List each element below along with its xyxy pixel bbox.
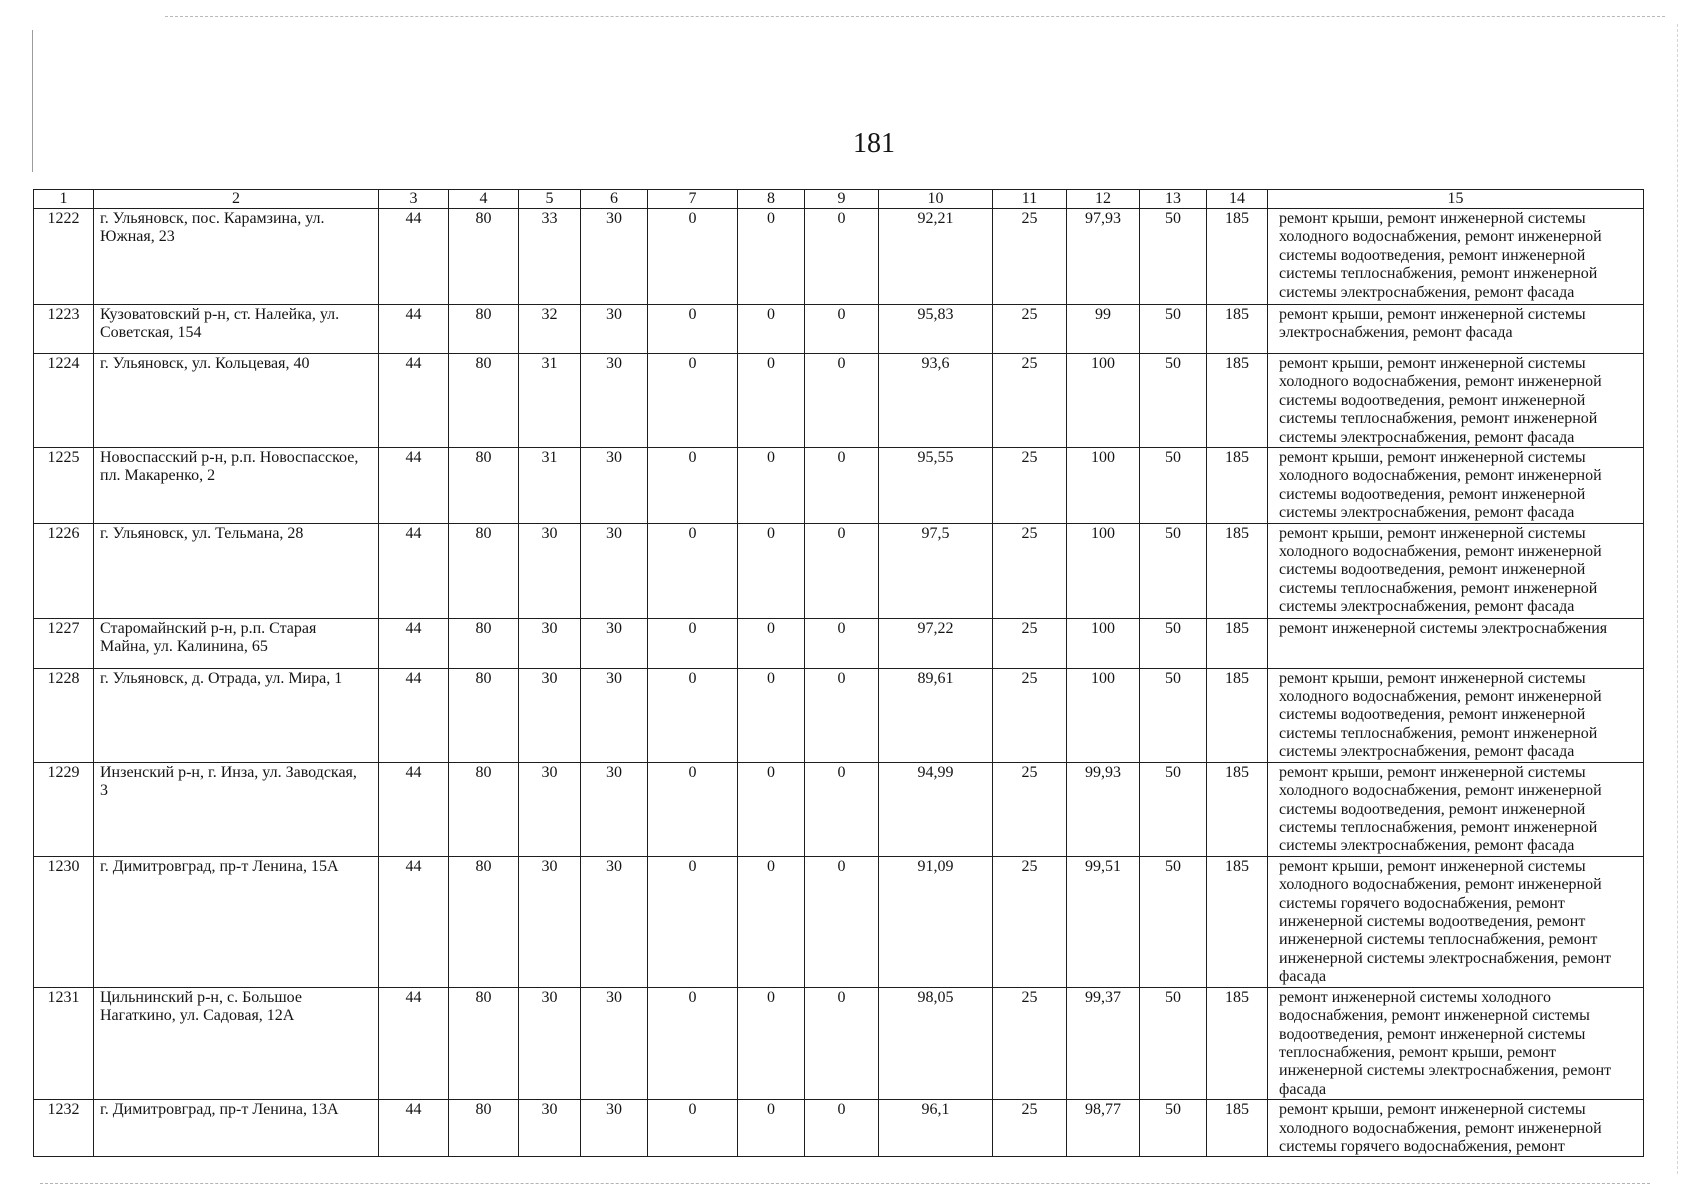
row-number-cell: 1229	[34, 762, 94, 856]
value-cell-col-12: 100	[1067, 354, 1140, 448]
scan-edge-top	[165, 16, 1665, 17]
value-cell-col-10: 97,5	[879, 523, 993, 618]
value-cell-col-4: 80	[449, 1100, 519, 1157]
header-cell-9: 9	[805, 190, 879, 209]
value-cell-col-13: 50	[1140, 305, 1207, 354]
value-cell-col-5: 31	[519, 354, 581, 448]
table-row	[34, 448, 1644, 524]
value-cell-col-3: 44	[379, 668, 449, 762]
work-description-cell: ремонт крыши, ремонт инженерной системы холодного водоснабжения, ремонт инженерной системы горячего водоснабжения, ремонт	[1268, 1100, 1644, 1157]
value-cell-col-8: 0	[738, 354, 805, 448]
work-description-cell: ремонт крыши, ремонт инженерной системы холодного водоснабжения, ремонт инженерной системы водоотведения, ремонт инженерной системы теплоснабжения, ремонт инженерной системы электроснабжения, ремонт фасада	[1268, 354, 1644, 448]
value-cell-col-3: 44	[379, 987, 449, 1099]
value-cell-col-14: 185	[1207, 448, 1268, 524]
work-description-cell: ремонт крыши, ремонт инженерной системы холодного водоснабжения, ремонт инженерной системы водоотведения, ремонт инженерной системы теплоснабжения, ремонт инженерной системы электроснабжения, ремонт фасада	[1268, 523, 1644, 618]
row-number-cell: 1224	[34, 354, 94, 448]
work-description-cell: ремонт инженерной системы электроснабжения	[1268, 618, 1644, 668]
value-cell-col-13: 50	[1140, 1100, 1207, 1157]
scan-edge-left	[32, 30, 33, 172]
value-cell-col-4: 80	[449, 618, 519, 668]
header-cell-7: 7	[648, 190, 738, 209]
value-cell-col-10: 95,55	[879, 448, 993, 524]
value-cell-col-12: 100	[1067, 668, 1140, 762]
value-cell-col-5: 30	[519, 523, 581, 618]
value-cell-col-7: 0	[648, 1100, 738, 1157]
row-number-cell: 1228	[34, 668, 94, 762]
work-description-cell: ремонт инженерной системы холодного водоснабжения, ремонт инженерной системы водоотведения, ремонт инженерной системы теплоснабжения, ремонт крыши, ремонт инженерной системы электроснабжения, ремонт фасада	[1268, 987, 1644, 1099]
value-cell-col-3: 44	[379, 523, 449, 618]
value-cell-col-3: 44	[379, 448, 449, 524]
value-cell-col-7: 0	[648, 987, 738, 1099]
value-cell-col-14: 185	[1207, 305, 1268, 354]
table-row	[34, 523, 1644, 618]
value-cell-col-3: 44	[379, 762, 449, 856]
row-number-cell: 1231	[34, 987, 94, 1099]
scan-edge-bottom	[40, 1183, 1650, 1184]
value-cell-col-6: 30	[581, 1100, 648, 1157]
address-cell: Цильнинский р-н, с. Большое Нагаткино, ул. Садовая, 12А	[94, 987, 379, 1099]
value-cell-col-7: 0	[648, 523, 738, 618]
value-cell-col-14: 185	[1207, 523, 1268, 618]
value-cell-col-3: 44	[379, 856, 449, 987]
header-cell-13: 13	[1140, 190, 1207, 209]
value-cell-col-6: 30	[581, 448, 648, 524]
value-cell-col-10: 98,05	[879, 987, 993, 1099]
value-cell-col-10: 91,09	[879, 856, 993, 987]
value-cell-col-5: 30	[519, 987, 581, 1099]
value-cell-col-13: 50	[1140, 856, 1207, 987]
work-description-cell: ремонт крыши, ремонт инженерной системы холодного водоснабжения, ремонт инженерной системы водоотведения, ремонт инженерной системы теплоснабжения, ремонт инженерной системы электроснабжения, ремонт фасада	[1268, 668, 1644, 762]
value-cell-col-12: 100	[1067, 523, 1140, 618]
row-number-cell: 1232	[34, 1100, 94, 1157]
value-cell-col-11: 25	[993, 448, 1067, 524]
header-cell-1: 1	[34, 190, 94, 209]
table-row	[34, 354, 1644, 448]
value-cell-col-10: 97,22	[879, 618, 993, 668]
value-cell-col-10: 89,61	[879, 668, 993, 762]
scan-edge-right	[1677, 24, 1678, 1174]
header-cell-4: 4	[449, 190, 519, 209]
value-cell-col-7: 0	[648, 448, 738, 524]
value-cell-col-5: 32	[519, 305, 581, 354]
value-cell-col-5: 30	[519, 1100, 581, 1157]
table-row	[34, 305, 1644, 354]
value-cell-col-6: 30	[581, 987, 648, 1099]
value-cell-col-5: 30	[519, 856, 581, 987]
value-cell-col-9: 0	[805, 209, 879, 305]
value-cell-col-7: 0	[648, 762, 738, 856]
value-cell-col-10: 92,21	[879, 209, 993, 305]
value-cell-col-11: 25	[993, 209, 1067, 305]
value-cell-col-6: 30	[581, 305, 648, 354]
value-cell-col-12: 99,93	[1067, 762, 1140, 856]
row-number-cell: 1227	[34, 618, 94, 668]
header-cell-12: 12	[1067, 190, 1140, 209]
header-cell-8: 8	[738, 190, 805, 209]
work-description-cell: ремонт крыши, ремонт инженерной системы холодного водоснабжения, ремонт инженерной системы водоотведения, ремонт инженерной системы теплоснабжения, ремонт инженерной системы электроснабжения, ремонт фасада	[1268, 762, 1644, 856]
value-cell-col-11: 25	[993, 305, 1067, 354]
value-cell-col-9: 0	[805, 448, 879, 524]
value-cell-col-10: 96,1	[879, 1100, 993, 1157]
value-cell-col-5: 30	[519, 762, 581, 856]
value-cell-col-8: 0	[738, 762, 805, 856]
value-cell-col-4: 80	[449, 448, 519, 524]
value-cell-col-6: 30	[581, 762, 648, 856]
value-cell-col-8: 0	[738, 1100, 805, 1157]
value-cell-col-9: 0	[805, 354, 879, 448]
value-cell-col-9: 0	[805, 523, 879, 618]
header-cell-10: 10	[879, 190, 993, 209]
value-cell-col-12: 99	[1067, 305, 1140, 354]
value-cell-col-8: 0	[738, 523, 805, 618]
address-cell: Кузоватовский р-н, ст. Налейка, ул. Советская, 154	[94, 305, 379, 354]
value-cell-col-13: 50	[1140, 209, 1207, 305]
value-cell-col-5: 30	[519, 668, 581, 762]
header-cell-11: 11	[993, 190, 1067, 209]
value-cell-col-7: 0	[648, 354, 738, 448]
address-cell: г. Ульяновск, ул. Тельмана, 28	[94, 523, 379, 618]
value-cell-col-13: 50	[1140, 354, 1207, 448]
value-cell-col-14: 185	[1207, 1100, 1268, 1157]
value-cell-col-9: 0	[805, 618, 879, 668]
address-cell: Новоспасский р-н, р.п. Новоспасское, пл. Макаренко, 2	[94, 448, 379, 524]
value-cell-col-6: 30	[581, 354, 648, 448]
value-cell-col-3: 44	[379, 354, 449, 448]
value-cell-col-9: 0	[805, 856, 879, 987]
value-cell-col-8: 0	[738, 668, 805, 762]
address-cell: г. Димитровград, пр-т Ленина, 13А	[94, 1100, 379, 1157]
value-cell-col-7: 0	[648, 209, 738, 305]
row-number-cell: 1223	[34, 305, 94, 354]
value-cell-col-8: 0	[738, 209, 805, 305]
header-cell-15: 15	[1268, 190, 1644, 209]
value-cell-col-6: 30	[581, 618, 648, 668]
value-cell-col-4: 80	[449, 305, 519, 354]
address-cell: г. Ульяновск, д. Отрада, ул. Мира, 1	[94, 668, 379, 762]
table-row	[34, 668, 1644, 762]
value-cell-col-10: 95,83	[879, 305, 993, 354]
table-row	[34, 209, 1644, 305]
table-row	[34, 856, 1644, 987]
value-cell-col-4: 80	[449, 523, 519, 618]
header-cell-3: 3	[379, 190, 449, 209]
value-cell-col-13: 50	[1140, 448, 1207, 524]
table-row	[34, 762, 1644, 856]
table-body	[34, 209, 1644, 1157]
value-cell-col-3: 44	[379, 209, 449, 305]
value-cell-col-6: 30	[581, 856, 648, 987]
table-row	[34, 1100, 1644, 1157]
value-cell-col-11: 25	[993, 618, 1067, 668]
value-cell-col-13: 50	[1140, 668, 1207, 762]
value-cell-col-8: 0	[738, 618, 805, 668]
value-cell-col-8: 0	[738, 448, 805, 524]
row-number-cell: 1226	[34, 523, 94, 618]
value-cell-col-4: 80	[449, 668, 519, 762]
value-cell-col-6: 30	[581, 209, 648, 305]
row-number-cell: 1230	[34, 856, 94, 987]
value-cell-col-11: 25	[993, 354, 1067, 448]
header-cell-5: 5	[519, 190, 581, 209]
value-cell-col-11: 25	[993, 1100, 1067, 1157]
value-cell-col-8: 0	[738, 305, 805, 354]
value-cell-col-12: 99,37	[1067, 987, 1140, 1099]
value-cell-col-9: 0	[805, 305, 879, 354]
value-cell-col-13: 50	[1140, 523, 1207, 618]
address-cell: Инзенский р-н, г. Инза, ул. Заводская, 3	[94, 762, 379, 856]
header-cell-14: 14	[1207, 190, 1268, 209]
value-cell-col-9: 0	[805, 987, 879, 1099]
value-cell-col-13: 50	[1140, 987, 1207, 1099]
value-cell-col-8: 0	[738, 856, 805, 987]
value-cell-col-11: 25	[993, 668, 1067, 762]
value-cell-col-11: 25	[993, 523, 1067, 618]
value-cell-col-4: 80	[449, 856, 519, 987]
row-number-cell: 1222	[34, 209, 94, 305]
address-cell: г. Ульяновск, пос. Карамзина, ул. Южная, 23	[94, 209, 379, 305]
work-description-cell: ремонт крыши, ремонт инженерной системы холодного водоснабжения, ремонт инженерной системы водоотведения, ремонт инженерной системы теплоснабжения, ремонт инженерной системы электроснабжения, ремонт фасада	[1268, 209, 1644, 305]
value-cell-col-14: 185	[1207, 987, 1268, 1099]
work-description-cell: ремонт крыши, ремонт инженерной системы электроснабжения, ремонт фасада	[1268, 305, 1644, 354]
value-cell-col-7: 0	[648, 305, 738, 354]
value-cell-col-3: 44	[379, 305, 449, 354]
value-cell-col-12: 100	[1067, 448, 1140, 524]
value-cell-col-14: 185	[1207, 856, 1268, 987]
value-cell-col-10: 93,6	[879, 354, 993, 448]
value-cell-col-14: 185	[1207, 618, 1268, 668]
address-cell: г. Димитровград, пр-т Ленина, 15А	[94, 856, 379, 987]
work-description-cell: ремонт крыши, ремонт инженерной системы холодного водоснабжения, ремонт инженерной системы водоотведения, ремонт инженерной системы электроснабжения, ремонт фасада	[1268, 448, 1644, 524]
data-table	[33, 189, 1644, 1157]
value-cell-col-5: 31	[519, 448, 581, 524]
header-row	[34, 190, 1644, 209]
value-cell-col-6: 30	[581, 668, 648, 762]
value-cell-col-7: 0	[648, 668, 738, 762]
value-cell-col-9: 0	[805, 762, 879, 856]
value-cell-col-9: 0	[805, 668, 879, 762]
value-cell-col-13: 50	[1140, 762, 1207, 856]
value-cell-col-12: 99,51	[1067, 856, 1140, 987]
value-cell-col-4: 80	[449, 762, 519, 856]
page-number: 181	[853, 128, 895, 159]
value-cell-col-13: 50	[1140, 618, 1207, 668]
value-cell-col-8: 0	[738, 987, 805, 1099]
value-cell-col-7: 0	[648, 856, 738, 987]
value-cell-col-5: 33	[519, 209, 581, 305]
value-cell-col-7: 0	[648, 618, 738, 668]
value-cell-col-11: 25	[993, 987, 1067, 1099]
header-cell-6: 6	[581, 190, 648, 209]
value-cell-col-9: 0	[805, 1100, 879, 1157]
value-cell-col-3: 44	[379, 618, 449, 668]
value-cell-col-14: 185	[1207, 209, 1268, 305]
value-cell-col-3: 44	[379, 1100, 449, 1157]
address-cell: Старомайнский р-н, р.п. Старая Майна, ул. Калинина, 65	[94, 618, 379, 668]
header-cell-2: 2	[94, 190, 379, 209]
value-cell-col-5: 30	[519, 618, 581, 668]
work-description-cell: ремонт крыши, ремонт инженерной системы холодного водоснабжения, ремонт инженерной системы горячего водоснабжения, ремонт инженерной системы водоотведения, ремонт инженерной системы теплоснабжения, ремонт инженерной системы электроснабжения, ремонт фасада	[1268, 856, 1644, 987]
value-cell-col-12: 97,93	[1067, 209, 1140, 305]
value-cell-col-14: 185	[1207, 762, 1268, 856]
value-cell-col-14: 185	[1207, 354, 1268, 448]
value-cell-col-12: 98,77	[1067, 1100, 1140, 1157]
table-header	[34, 190, 1644, 209]
value-cell-col-4: 80	[449, 987, 519, 1099]
value-cell-col-11: 25	[993, 762, 1067, 856]
value-cell-col-4: 80	[449, 209, 519, 305]
table-row	[34, 618, 1644, 668]
value-cell-col-14: 185	[1207, 668, 1268, 762]
address-cell: г. Ульяновск, ул. Кольцевая, 40	[94, 354, 379, 448]
value-cell-col-12: 100	[1067, 618, 1140, 668]
value-cell-col-11: 25	[993, 856, 1067, 987]
value-cell-col-4: 80	[449, 354, 519, 448]
value-cell-col-10: 94,99	[879, 762, 993, 856]
value-cell-col-6: 30	[581, 523, 648, 618]
row-number-cell: 1225	[34, 448, 94, 524]
table-row	[34, 987, 1644, 1099]
